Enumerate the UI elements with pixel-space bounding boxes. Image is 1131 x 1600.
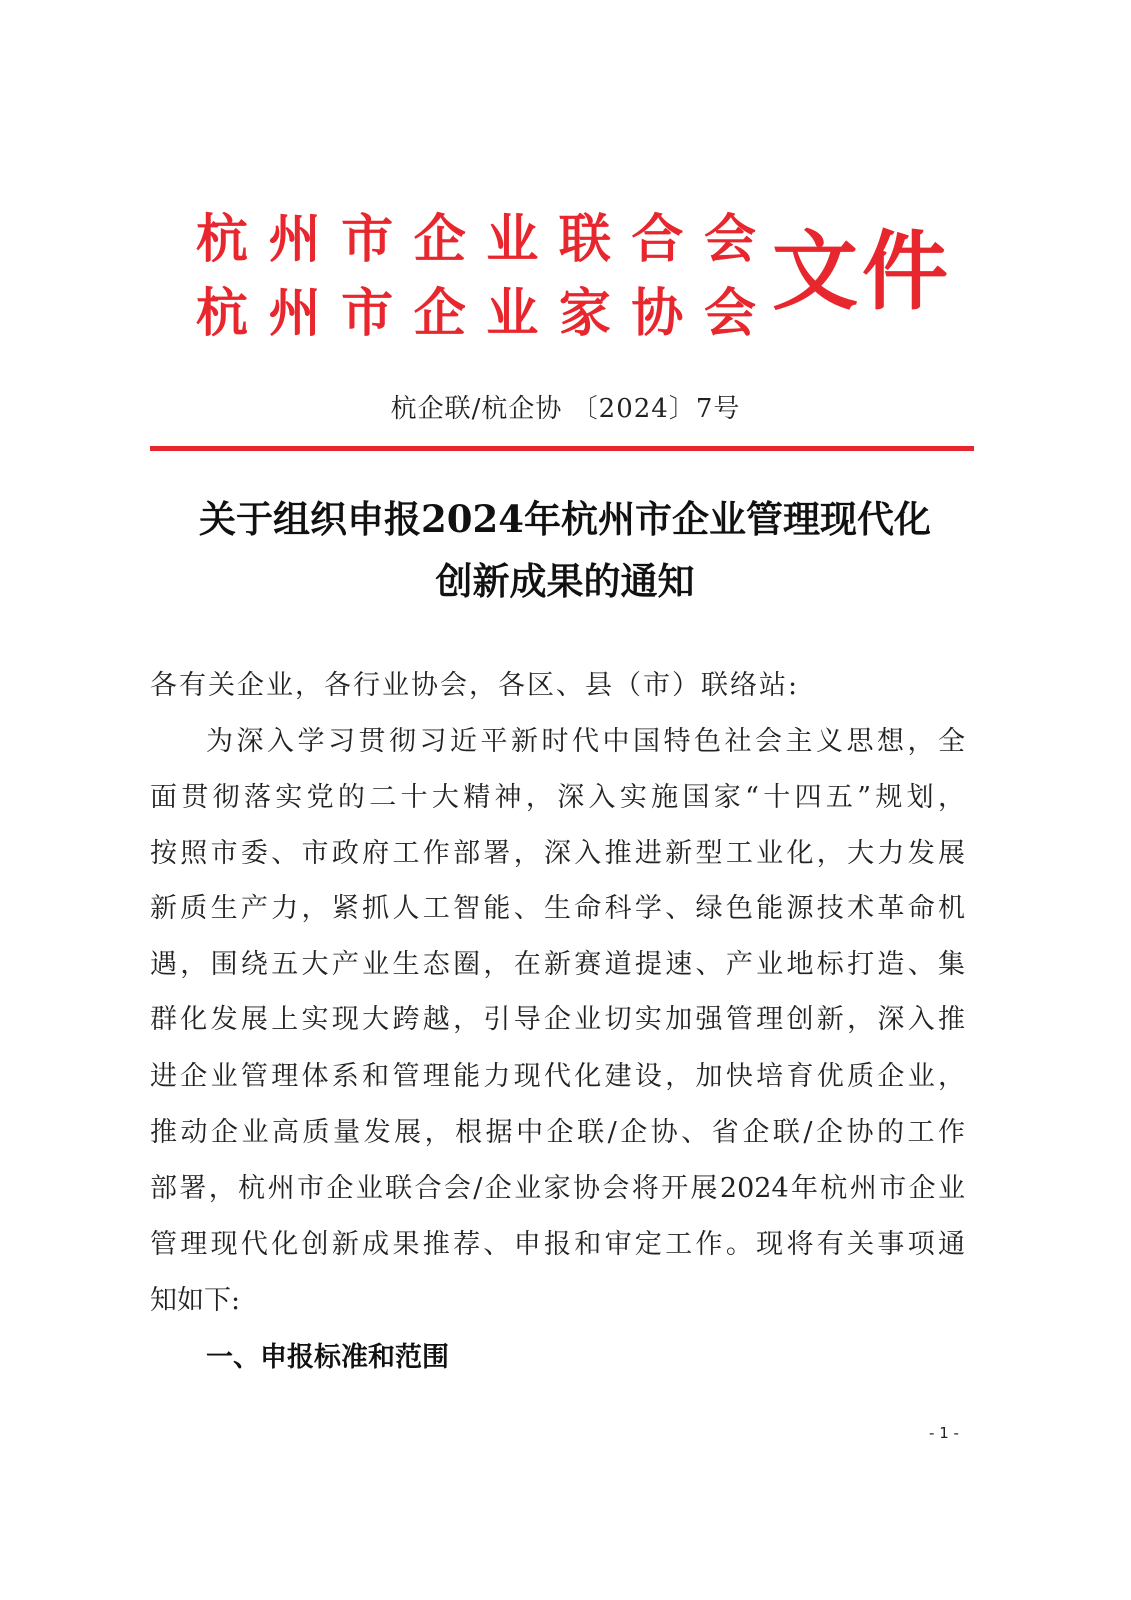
issuer-char: 市 bbox=[341, 209, 394, 270]
body-line: 管理现代化创新成果推荐、申报和审定工作。现将有关事项通 bbox=[150, 1229, 965, 1260]
body-line: 为深入学习贯彻习近平新时代中国特色社会主义思想，全 bbox=[206, 726, 965, 757]
issuer-char: 业 bbox=[486, 209, 539, 270]
page-number: - 1 - bbox=[929, 1424, 959, 1442]
issuer-char: 市 bbox=[341, 283, 394, 344]
issuer-char: 会 bbox=[703, 283, 756, 344]
issuer-char: 企 bbox=[413, 283, 466, 344]
document-label: 文件 bbox=[772, 221, 952, 322]
issuer-char: 业 bbox=[486, 283, 539, 344]
issuer-char: 州 bbox=[268, 209, 321, 270]
body-line: 部署，杭州市企业联合会/企业家协会将开展2024年杭州市企业 bbox=[150, 1173, 965, 1204]
header-divider bbox=[150, 446, 974, 451]
issuer-char: 杭 bbox=[196, 209, 249, 270]
body-line: 新质生产力，紧抓人工智能、生命科学、绿色能源技术革命机 bbox=[150, 893, 965, 924]
body-line: 面贯彻落实党的二十大精神，深入实施国家“十四五”规划， bbox=[150, 782, 965, 813]
issuer-char: 联 bbox=[558, 209, 611, 270]
issuer-char: 企 bbox=[413, 209, 466, 270]
issuer-char: 协 bbox=[631, 283, 684, 344]
issuer-char: 家 bbox=[558, 283, 611, 344]
body-line: 按照市委、市政府工作部署，深入推进新型工业化，大力发展 bbox=[150, 838, 965, 869]
body-line: 知如下: bbox=[150, 1285, 241, 1316]
body-line: 群化发展上实现大跨越，引导企业切实加强管理创新，深入推 bbox=[150, 1004, 965, 1035]
issuer-char: 杭 bbox=[196, 283, 249, 344]
body-line: 进企业管理体系和管理能力现代化建设，加快培育优质企业， bbox=[150, 1061, 965, 1092]
issuer-char: 会 bbox=[703, 209, 756, 270]
salutation: 各有关企业，各行业协会，各区、县（市）联络站: bbox=[150, 670, 800, 701]
notice-title-line-1: 关于组织申报2024年杭州市企业管理现代化 bbox=[199, 497, 931, 541]
document-number: 杭企联/杭企协 〔2024〕7号 bbox=[390, 394, 741, 424]
body-line: 推动企业高质量发展，根据中企联/企协、省企联/企协的工作 bbox=[150, 1117, 965, 1148]
section-heading: 一、申报标准和范围 bbox=[206, 1342, 449, 1373]
issuer-name-federation bbox=[196, 210, 756, 270]
body-line: 遇，围绕五大产业生态圈，在新赛道提速、产业地标打造、集 bbox=[150, 949, 965, 980]
issuer-name-association bbox=[196, 284, 756, 344]
issuer-char: 合 bbox=[631, 209, 684, 270]
issuer-char: 州 bbox=[268, 283, 321, 344]
notice-title-line-2: 创新成果的通知 bbox=[435, 559, 695, 603]
